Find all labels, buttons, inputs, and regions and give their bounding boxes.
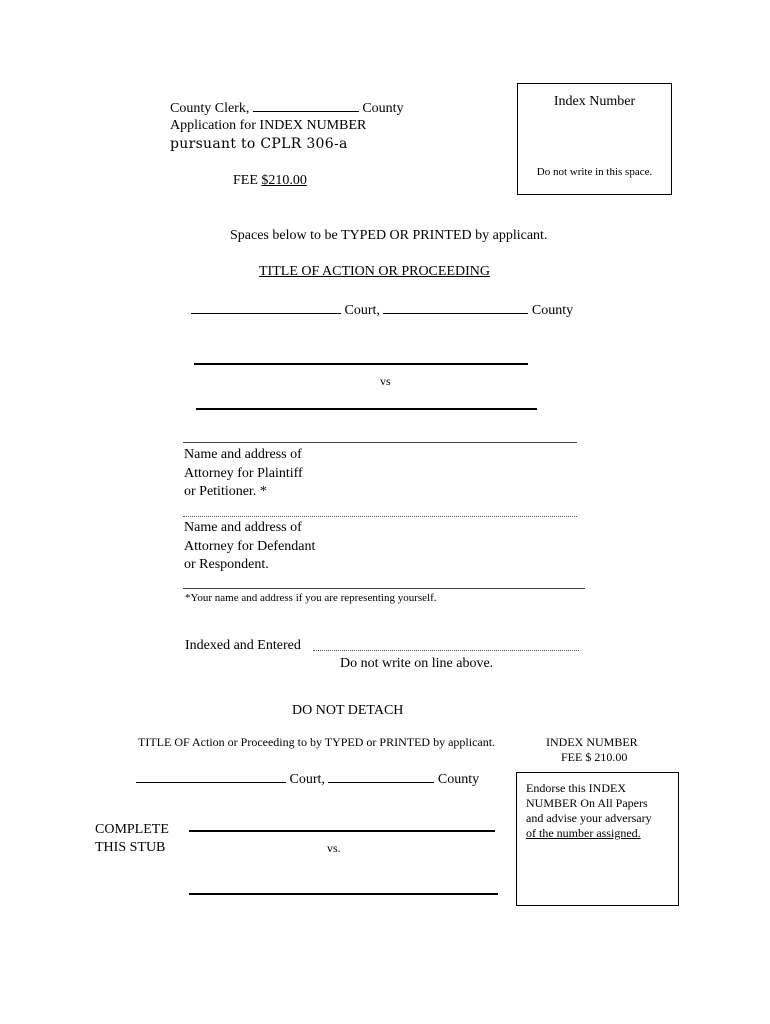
stub-vs-label: vs.	[327, 841, 341, 855]
stub-county-label: County	[437, 772, 480, 787]
stub-court-field[interactable]	[136, 767, 286, 783]
index-number-title: Index Number	[553, 94, 636, 109]
county-name-field[interactable]	[253, 99, 359, 112]
defendant-attorney-line-2: Attorney for Defendant	[184, 538, 316, 554]
fee-label: FEE	[233, 173, 258, 188]
fee-amount: $210.00	[261, 173, 307, 188]
title-heading: TITLE OF ACTION OR PROCEEDING	[259, 264, 490, 279]
application-line: Application for INDEX NUMBER	[170, 118, 367, 133]
county-clerk-line	[170, 99, 404, 117]
endorse-line-1: Endorse this INDEX	[526, 781, 626, 795]
endorse-text	[526, 781, 652, 841]
endorse-line-3: and advise your adversary	[526, 811, 652, 825]
index-number-box	[517, 83, 672, 195]
complete-label-line-2: THIS STUB	[95, 840, 166, 855]
plaintiff-line[interactable]	[194, 363, 528, 365]
court-label: Court,	[344, 303, 380, 318]
court-name-field[interactable]	[191, 301, 341, 314]
endorse-line-2: NUMBER On All Papers	[526, 796, 648, 810]
stub-plaintiff-line[interactable]	[189, 830, 495, 832]
plaintiff-attorney-line-3: or Petitioner. *	[184, 484, 267, 499]
plaintiff-attorney-line-1: Name and address of	[184, 447, 302, 462]
defendant-line[interactable]	[196, 408, 537, 410]
stub-county-field[interactable]	[328, 770, 434, 783]
do-not-detach: DO NOT DETACH	[292, 703, 404, 718]
clerk-suffix: County	[362, 101, 404, 116]
defendant-attorney-line-3: or Respondent.	[184, 557, 269, 572]
indexed-label: Indexed and Entered	[185, 638, 301, 653]
county-field[interactable]	[383, 301, 528, 314]
fee-line	[233, 173, 307, 189]
complete-label-line-1: COMPLETE	[95, 822, 169, 837]
plaintiff-attorney-label	[184, 446, 303, 502]
endorse-box	[516, 772, 679, 906]
stub-title-instruction: TITLE OF Action or Proceeding to by TYPED or PRINTED by applicant.	[138, 735, 496, 749]
defendant-attorney-line-1: Name and address of	[184, 520, 302, 535]
court-county-line	[191, 301, 573, 319]
stub-index-number-label: INDEX NUMBER	[546, 735, 638, 749]
endorse-line-4: of the number assigned.	[526, 826, 641, 840]
footnote: *Your name and address if you are representing yourself.	[185, 592, 437, 604]
defendant-attorney-label	[184, 519, 315, 575]
instructions: Spaces below to be TYPED OR PRINTED by applicant.	[230, 228, 548, 243]
complete-stub-label	[95, 821, 169, 857]
stub-court-label: Court,	[289, 772, 325, 787]
cplr-line: pursuant to CPLR 306-a	[170, 136, 348, 152]
vs-label: vs	[380, 374, 391, 388]
index-box-note: Do not write in this space.	[536, 166, 653, 178]
county-label: County	[531, 303, 574, 318]
stub-defendant-line[interactable]	[189, 893, 498, 895]
clerk-prefix: County Clerk,	[170, 101, 250, 116]
stub-court-county-line	[136, 767, 479, 788]
indexed-entry-line	[313, 650, 579, 651]
defendant-attorney-top-rule	[183, 516, 577, 517]
stub-fee-label: FEE $ 210.00	[561, 750, 628, 764]
no-write-note: Do not write on line above.	[340, 656, 494, 671]
plaintiff-attorney-line-2: Attorney for Plaintiff	[184, 465, 303, 481]
plaintiff-attorney-top-rule	[183, 442, 577, 443]
defendant-attorney-bottom-rule	[183, 588, 585, 589]
